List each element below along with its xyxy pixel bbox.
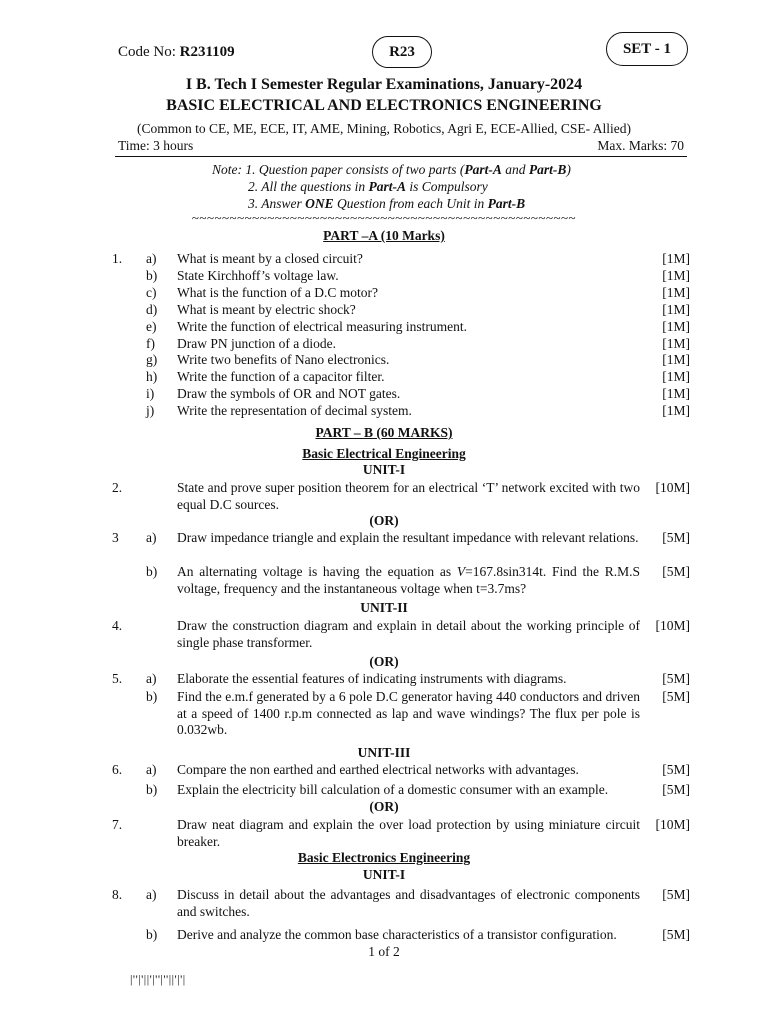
subject-title: BASIC ELECTRICAL AND ELECTRONICS ENGINEERING [166, 97, 602, 114]
note-line-3: 3. Answer ONE Question from each Unit in Part-B [248, 196, 526, 211]
unit-2-heading: UNIT-II [360, 600, 408, 615]
question-sub: h) [146, 369, 158, 385]
question-sub: j) [146, 403, 155, 419]
question-marks: [1M] [662, 335, 690, 351]
or-divider: (OR) [369, 799, 399, 814]
question-sub: g) [146, 352, 158, 368]
question-number: 3 [112, 530, 119, 545]
question-marks: [1M] [662, 369, 690, 385]
question-text: Draw impedance triangle and explain the resultant impedance with relevant relations. [177, 530, 639, 545]
question-marks: [1M] [662, 267, 690, 283]
note-line-1: Note: 1. Question paper consists of two parts (Part-A and Part-B) [212, 162, 571, 177]
question-marks: [5M] [662, 689, 690, 704]
question-text: Find the e.m.f generated by a 6 pole D.C generator having 440 conductors and driven at a speed of 1400 r.p.m connected as lap and wave windings? The flux per pole is 0.032wb. [177, 689, 640, 737]
page-number: 1 of 2 [368, 944, 400, 959]
question-sub: f) [146, 335, 155, 351]
section-electronics-heading: Basic Electronics Engineering [297, 850, 471, 865]
question-text: Draw the symbols of OR and NOT gates. [177, 386, 401, 402]
question-text: What is meant by a closed circuit? [177, 251, 363, 266]
question-text: Write the representation of decimal system. [177, 403, 412, 419]
question-marks: [5M] [662, 782, 690, 797]
code-number [118, 44, 235, 61]
time-label: Time: 3 hours [118, 138, 194, 153]
unit-1e-heading: UNIT-I [362, 867, 406, 882]
question-sub: a) [146, 251, 157, 266]
question-sub: a) [146, 762, 157, 777]
question-text: Write the function of a capacitor filter. [177, 369, 385, 385]
question-number: 4. [112, 618, 123, 633]
question-marks: [1M] [662, 251, 690, 266]
question-marks: [5M] [662, 762, 690, 777]
part-a-heading: PART –A (10 Marks) [323, 228, 445, 243]
question-text: Write the function of electrical measuring instrument. [177, 318, 467, 334]
question-text: Draw PN junction of a diode. [177, 335, 336, 351]
question-text: State and prove super position theorem for an electrical ‘T’ network excited with two equal D.C sources. [177, 480, 640, 512]
or-divider: (OR) [369, 513, 399, 528]
question-marks: [5M] [662, 671, 690, 686]
question-text: Draw the construction diagram and explain in detail about the working principle of single phase transformer. [177, 618, 640, 650]
section-electrical-heading: Basic Electrical Engineering [302, 446, 466, 461]
question-sub: b) [146, 564, 158, 579]
question-marks: [5M] [662, 530, 690, 545]
question-text: Explain the electricity bill calculation of a domestic consumer with an example. [177, 782, 609, 797]
question-marks: [1M] [662, 403, 690, 419]
question-text: Compare the non earthed and earthed electrical networks with advantages. [177, 762, 579, 777]
question-text: Draw neat diagram and explain the over load protection by using miniature circuit breaker. [177, 817, 640, 849]
or-divider: (OR) [369, 654, 399, 669]
question-marks: [1M] [662, 352, 690, 368]
exam-title: I B. Tech I Semester Regular Examinations, January-2024 [185, 76, 583, 93]
question-marks: [10M] [655, 817, 690, 832]
regulation-badge: R23 [372, 36, 432, 68]
header-divider [115, 156, 687, 157]
question-marks: [10M] [655, 618, 690, 633]
question-number: 7. [112, 817, 123, 832]
question-text: What is meant by electric shock? [177, 301, 356, 317]
code-value: R231109 [179, 44, 235, 60]
question-sub: a) [146, 530, 157, 545]
question-text: What is the function of a D.C motor? [177, 284, 378, 300]
set-badge: SET - 1 [606, 32, 688, 66]
question-marks: [5M] [662, 887, 690, 902]
note-line-2: 2. All the questions in Part-A is Compulsory [248, 179, 488, 194]
barcode-text: |''|'||'|''|''||'|'| [130, 972, 186, 986]
question-sub: b) [146, 267, 158, 283]
question-marks: [1M] [662, 386, 690, 402]
question-text: Write two benefits of Nano electronics. [177, 352, 390, 368]
question-text: An alternating voltage is having the equation as V=167.8sin314t. Find the R.M.S voltage, frequency and the instantaneous voltage when t=3.7ms? [177, 564, 640, 596]
common-to: (Common to CE, ME, ECE, IT, AME, Mining, Robotics, Agri E, ECE-Allied, CSE- Allied) [137, 121, 631, 136]
question-number: 1. [112, 251, 123, 266]
part-b-heading: PART – B (60 MARKS) [315, 425, 453, 440]
unit-1-heading: UNIT-I [362, 462, 406, 477]
question-marks: [10M] [655, 480, 690, 495]
instructions-note [212, 161, 571, 212]
unit-3-heading: UNIT-III [357, 745, 411, 760]
question-marks: [1M] [662, 284, 690, 300]
question-text: Elaborate the essential features of indicating instruments with diagrams. [177, 671, 567, 686]
question-sub: i) [146, 386, 155, 402]
question-number: 5. [112, 671, 123, 686]
question-sub: c) [146, 284, 157, 300]
question-number: 8. [112, 887, 123, 902]
question-marks: [1M] [662, 301, 690, 317]
question-sub: b) [146, 689, 158, 704]
question-sub: e) [146, 318, 157, 334]
code-label: Code No: [118, 44, 180, 60]
question-text: Derive and analyze the common base characteristics of a transistor configuration. [177, 927, 617, 942]
separator-line: ~~~~~~~~~~~~~~~~~~~~~~~~~~~~~~~~~~~~~~~~~~~~~~~~~~~ [191, 210, 577, 225]
question-sub: a) [146, 887, 157, 902]
question-text: Discuss in detail about the advantages and disadvantages of electronic components and switches. [177, 887, 640, 919]
question-number: 6. [112, 762, 123, 777]
question-text: State Kirchhoff’s voltage law. [177, 267, 339, 283]
question-sub: b) [146, 927, 158, 942]
question-sub: d) [146, 301, 158, 317]
question-sub: a) [146, 671, 157, 686]
question-sub: b) [146, 782, 158, 797]
question-marks: [1M] [662, 318, 690, 334]
max-marks: Max. Marks: 70 [597, 138, 684, 153]
question-marks: [5M] [662, 927, 690, 942]
question-number: 2. [112, 480, 123, 495]
question-marks: [5M] [662, 564, 690, 579]
